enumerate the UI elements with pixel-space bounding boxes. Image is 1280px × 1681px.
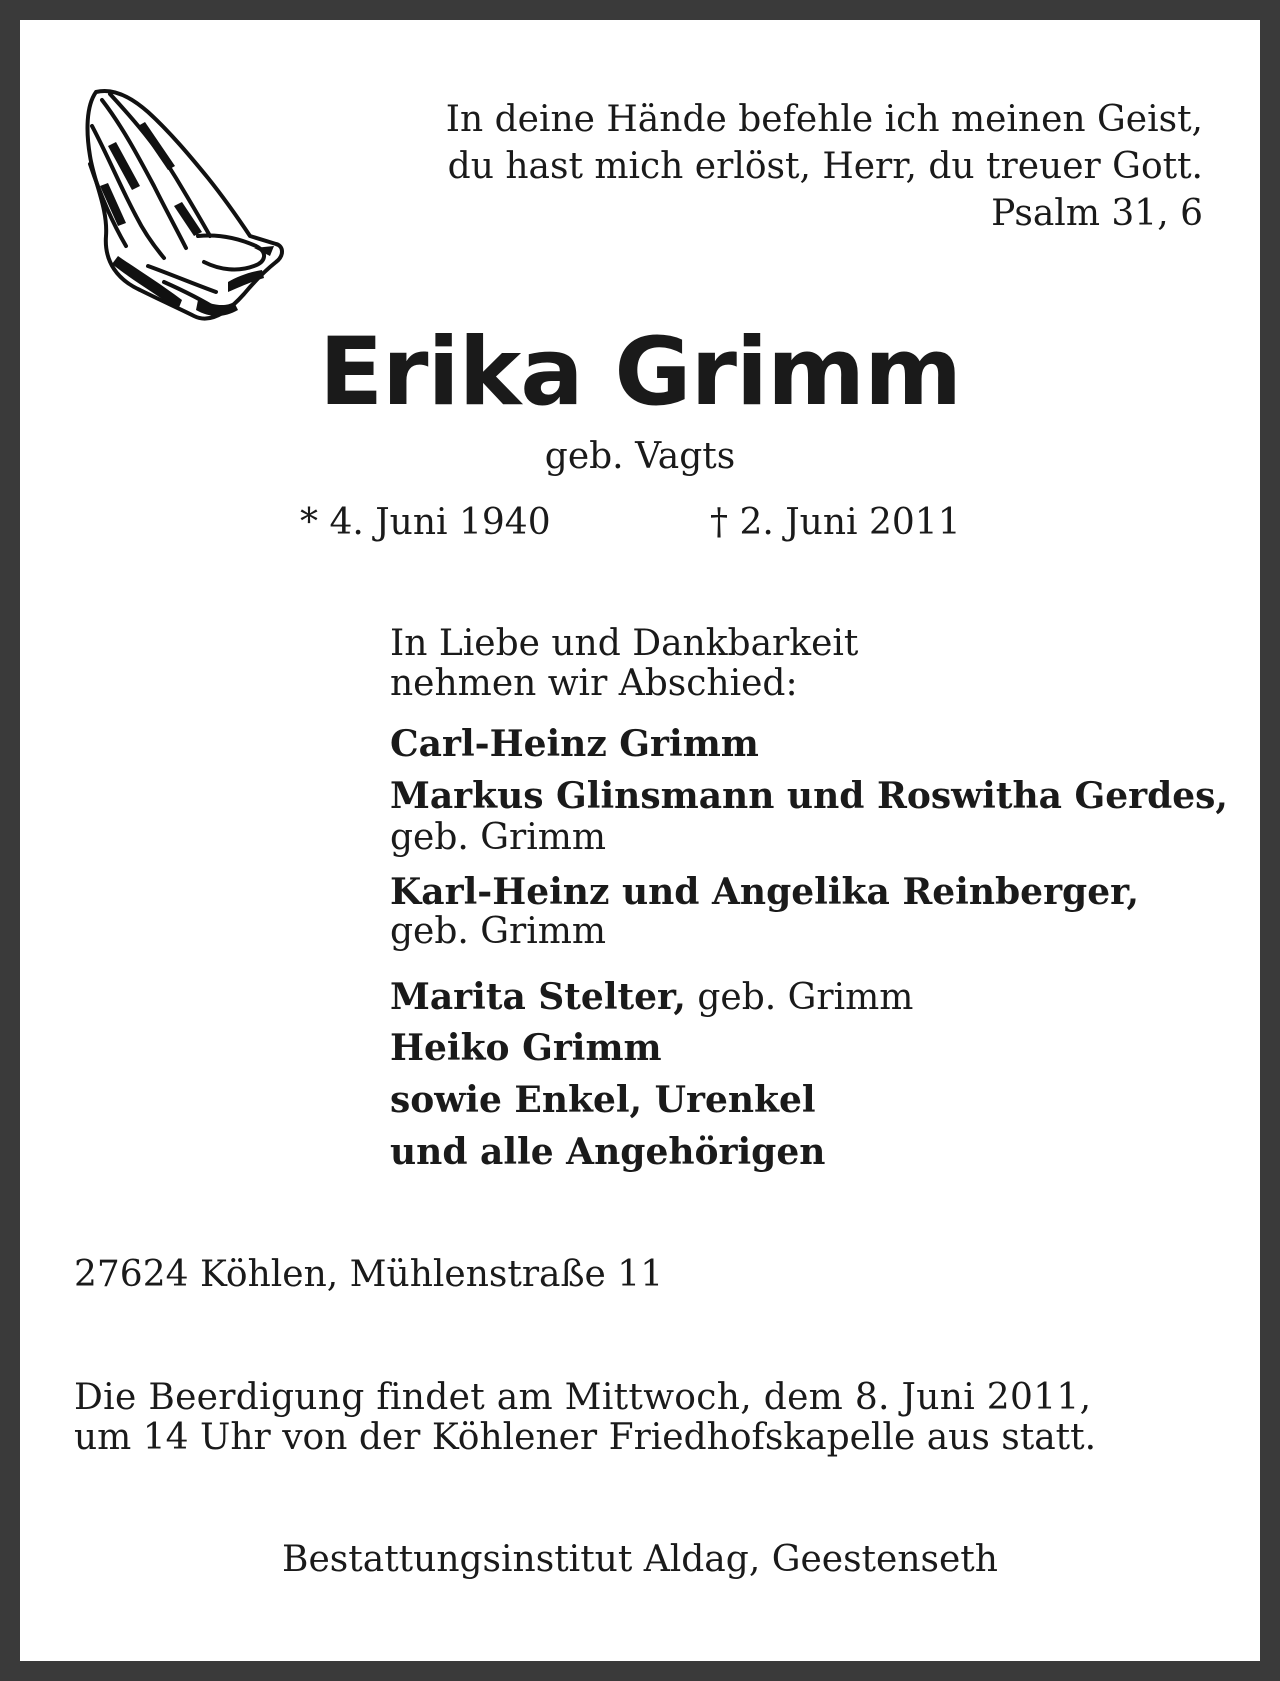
family-angehoerige: und alle Angehörigen: [390, 1131, 826, 1173]
family-member-markus-roswitha-note: geb. Grimm: [390, 817, 607, 858]
farewell-line-1: In Liebe und Dankbarkeit: [390, 623, 859, 664]
deceased-name: Erika Grimm: [318, 318, 962, 427]
undertaker: Bestattungsinstitut Aldag, Geestenseth: [282, 1539, 998, 1580]
family-member-heiko: Heiko Grimm: [390, 1027, 662, 1069]
family-member-karl-heinz-angelika: Karl-Heinz und Angelika Reinberger,: [390, 871, 1140, 913]
farewell-line-2: nehmen wir Abschied:: [390, 663, 798, 704]
birth-date: * 4. Juni 1940: [300, 502, 551, 543]
family-member-markus-roswitha: Markus Glinsmann und Roswitha Gerdes,: [390, 775, 1228, 817]
family-enkel: sowie Enkel, Urenkel: [390, 1079, 816, 1121]
family-member-marita-note: geb. Grimm: [685, 977, 914, 1018]
family-member-carl-heinz: Carl-Heinz Grimm: [390, 723, 759, 765]
death-date: † 2. Juni 2011: [710, 502, 961, 543]
funeral-line-2: um 14 Uhr von der Köhlener Friedhofskapelle aus statt.: [74, 1417, 1097, 1458]
family-member-marita-name: Marita Stelter,: [390, 976, 686, 1018]
verse-line-2: du hast mich erlöst, Herr, du treuer Gott.: [447, 146, 1203, 187]
verse-line-1: In deine Hände befehle ich meinen Geist,: [445, 99, 1203, 140]
funeral-line-1: Die Beerdigung findet am Mittwoch, dem 8. Juni 2011,: [74, 1377, 1092, 1418]
maiden-name: geb. Vagts: [544, 436, 736, 477]
praying-hands-icon: [78, 86, 288, 331]
verse-reference: Psalm 31, 6: [991, 193, 1203, 234]
family-member-karl-heinz-angelika-note: geb. Grimm: [390, 911, 607, 952]
address: 27624 Köhlen, Mühlenstraße 11: [74, 1254, 664, 1295]
family-member-marita: [390, 977, 913, 1018]
